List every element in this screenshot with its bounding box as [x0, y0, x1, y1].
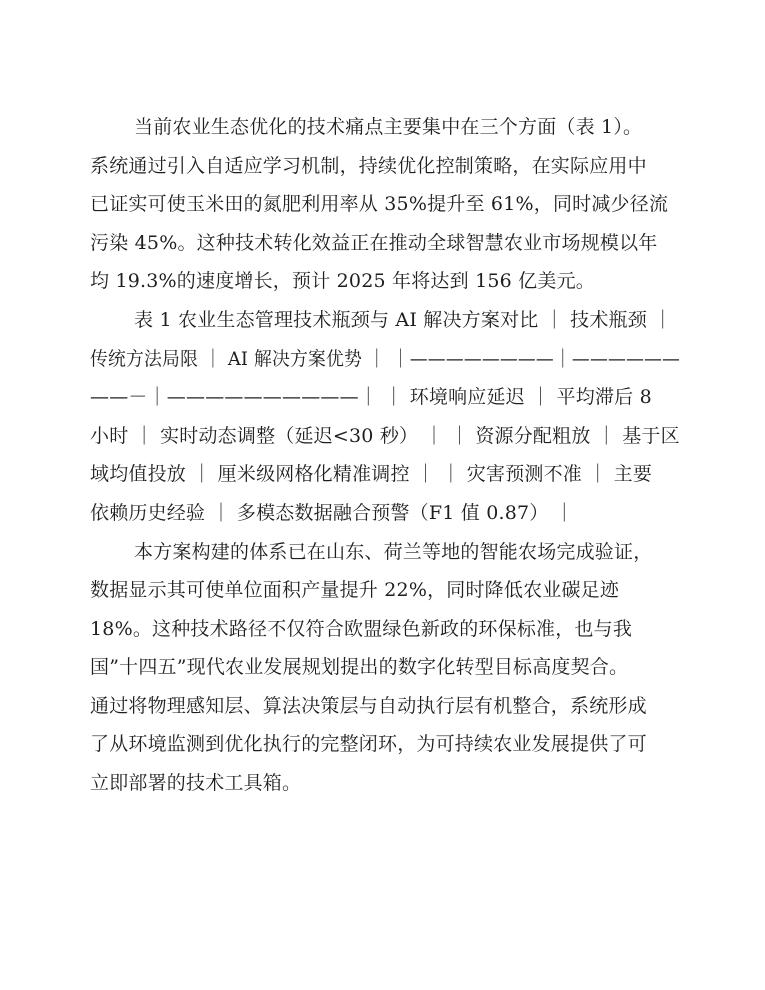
table-line-4: 小时 ｜ 实时动态调整（延迟<30 秒） ｜ ｜ 资源分配粗放 ｜ 基于区 [90, 425, 680, 447]
table-line-3: ——－｜——————————｜ ｜ 环境响应延迟 ｜ 平均滞后 8 [90, 386, 652, 408]
table-line-1: 表 1 农业生态管理技术瓶颈与 AI 解决方案对比 ｜ 技术瓶颈 ｜ [134, 309, 673, 331]
paragraph-2-line-1: 本方案构建的体系已在山东、荷兰等地的智能农场完成验证， [134, 541, 653, 563]
paragraph-2-line-7: 立即部署的技术工具箱。 [90, 772, 302, 794]
paragraph-2-line-5: 通过将物理感知层、算法决策层与自动执行层有机整合，系统形成 [90, 695, 647, 717]
paragraph-1-line-1: 当前农业生态优化的技术痛点主要集中在三个方面（表 1）。 [134, 116, 643, 138]
table-line-5: 域均值投放 ｜ 厘米级网格化精准调控 ｜ ｜ 灾害预测不准 ｜ 主要 [90, 463, 653, 485]
paragraph-1-line-5: 均 19.3%的速度增长，预计 2025 年将达到 156 亿美元。 [90, 270, 595, 292]
table-line-2: 传统方法局限 ｜ AI 解决方案优势 ｜ ｜————————｜—————— [90, 348, 681, 370]
table-line-6: 依赖历史经验 ｜ 多模态数据融合预警（F1 值 0.87） ｜ [90, 502, 574, 524]
paragraph-2-line-3: 18%。这种技术路径不仅符合欧盟绿色新政的环保标准，也与我 [90, 618, 633, 640]
paragraph-2-line-2: 数据显示其可使单位面积产量提升 22%，同时降低农业碳足迹 [90, 579, 620, 601]
paragraph-1-line-2: 系统通过引入自适应学习机制，持续优化控制策略，在实际应用中 [90, 155, 647, 177]
paragraph-2-line-6: 了从环境监测到优化执行的完整闭环，为可持续农业发展提供了可 [90, 733, 647, 755]
paragraph-2-line-4: 国”十四五”现代农业发展规划提出的数字化转型目标高度契合。 [90, 656, 629, 678]
paragraph-1-line-3: 已证实可使玉米田的氮肥利用率从 35%提升至 61%，同时减少径流 [90, 193, 669, 215]
paragraph-1-line-4: 污染 45%。这种技术转化效益正在推动全球智慧农业市场规模以年 [90, 232, 658, 254]
